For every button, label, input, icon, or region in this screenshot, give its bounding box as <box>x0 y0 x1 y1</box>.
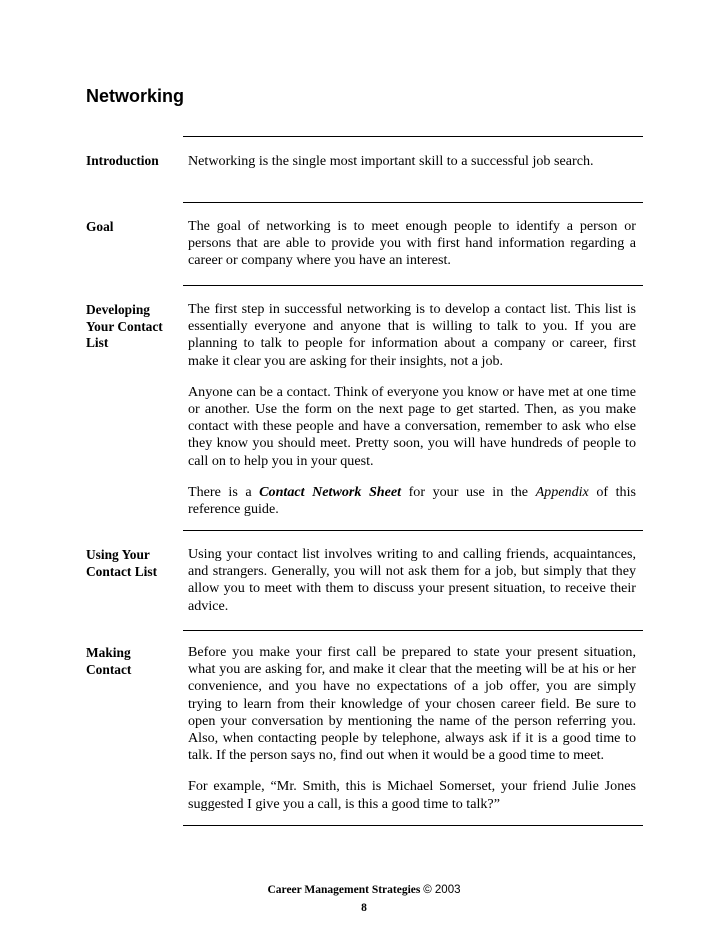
section-label-goal: Goal <box>86 219 114 234</box>
section-divider <box>183 630 643 631</box>
paragraph: The goal of networking is to meet enough people to identify a person or persons that are able to provide you with first hand information regarding a career or company where you have an interest. <box>188 218 636 269</box>
footer-copyright: © 2003 <box>423 884 461 896</box>
section-divider <box>183 825 643 826</box>
section-divider <box>183 136 643 137</box>
section-body-goal <box>188 218 636 284</box>
paragraph: Using your contact list involves writing to and calling friends, acquaintances, and strangers. Generally, you will not ask them for a job, but simply that they allow you to meet with them to discuss your present situation, to receive their advice. <box>188 546 636 614</box>
contact-network-sheet-emphasis: Contact Network Sheet <box>259 483 402 500</box>
section-label-making-contact: Making Contact <box>86 645 132 677</box>
paragraph: For example, “Mr. Smith, this is Michael Somerset, your friend Julie Jones suggested I give you a call, is this a good time to talk?” <box>188 778 636 812</box>
paragraph: Before you make your first call be prepared to state your present situation, what you are asking for, and make it clear that the meeting will be at his or her convenience, and you have no expectations of a job offer, you are simply trying to learn from their knowledge of your chosen career field. Be sure to open your conversation by mentioning the name of the person referring you. Also, when contacting people by telephone, always ask if it is a good time to talk. If the person says no, find out when it would be a good time to meet. <box>188 644 636 764</box>
section-label-introduction: Introduction <box>86 153 159 168</box>
page-number: 8 <box>361 902 367 914</box>
section-label-developing-contact-list: Developing Your Contact List <box>86 302 163 350</box>
section-divider <box>183 530 643 531</box>
section-body-developing-contact-list <box>188 301 636 532</box>
section-divider <box>183 285 643 286</box>
paragraph: Networking is the single most important skill to a successful job search. <box>188 153 594 169</box>
section-body-making-contact <box>188 644 636 827</box>
paragraph-appendix-reference: There is a Contact Network Sheet for your use in the Appendix of this reference guide. <box>188 483 636 518</box>
paragraph: The first step in successful networking is to develop a contact list. This list is essentially everyone and anyone that is willing to talk to you. If you are planning to talk to people for information about a company or career, first make it clear you are asking for their insights, not a job. <box>188 301 636 369</box>
paragraph: Anyone can be a contact. Think of everyone you know or have met at one time or another. Use the form on the next page to get started. Then, as you make contact with these people and have a conversation, remember to ask who else they know you should meet. Pretty soon, you will have hundreds of people to call on to help you in your quest. <box>188 383 636 469</box>
section-divider <box>183 202 643 203</box>
section-label-using-contact-list: Using Your Contact List <box>86 547 158 579</box>
section-body-introduction <box>188 153 636 184</box>
footer-publisher: Career Management Strategies © 2003 <box>267 884 461 896</box>
appendix-emphasis: Appendix <box>535 483 589 500</box>
section-body-using-contact-list <box>188 546 636 629</box>
page-title: Networking <box>86 86 185 106</box>
